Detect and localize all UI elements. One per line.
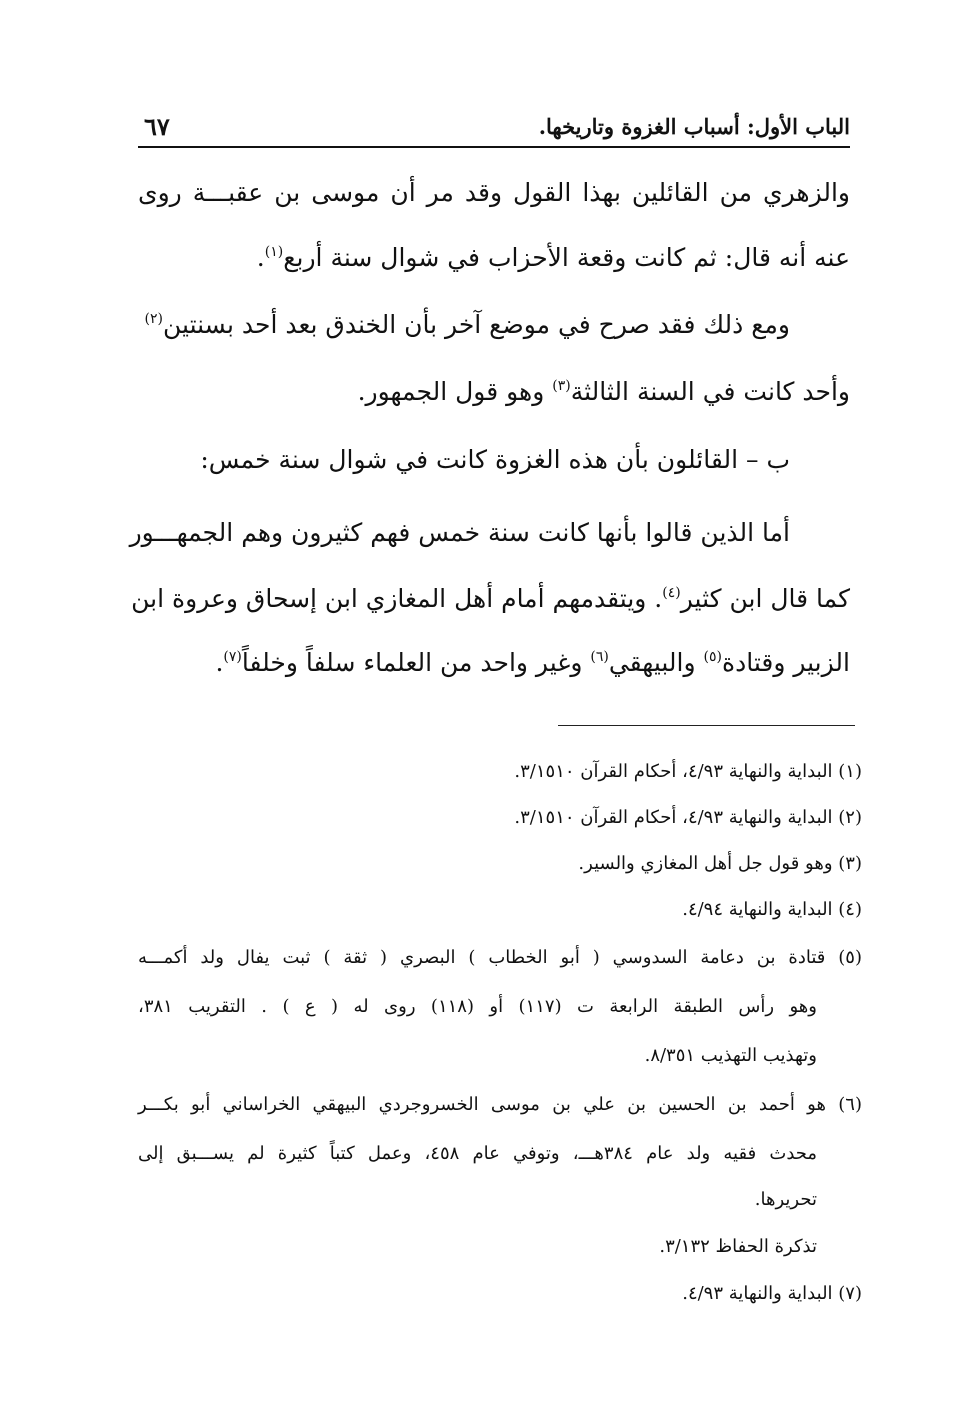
running-header: [138, 110, 850, 146]
footnote-ref-7: (٧): [223, 649, 242, 665]
body-line-4: وأحد كانت في السنة الثالثة$^{(٣)}$ وهو قول الجمهور.: [357, 377, 850, 406]
body-line-3: ومع ذلك فقد صرح في موضع آخر بأن الخندق بعد أحد بسنتين$^{(٢)}$: [144, 310, 790, 339]
footnote-5-line-3: وتهذيب التهذيب ٨/٣٥١.: [644, 1045, 817, 1066]
page-number: ٦٧: [144, 112, 170, 141]
footnote-3: (٣) وهو قول جل أهل المغازي والسير.: [578, 853, 862, 874]
footnote-6-line-3: تحريرها.: [754, 1189, 817, 1210]
footnote-ref-2: (٢): [144, 311, 163, 327]
footnote-1: (١) البداية والنهاية ٤/٩٣، أحكام القرآن ٣/١٥١٠.: [514, 761, 862, 782]
footnote-5-line-1: (٥) قتادة بن دعامة السدوسي ( أبو الخطاب ) البصري ( ثقة ) ثبت يفال ولد أكمـــه: [138, 947, 862, 968]
running-title: الباب الأول: أسباب الغزوة وتاريخها.: [538, 114, 850, 139]
body-line-5: ب – القائلون بأن هذه الغزوة كانت في شوال سنة خمس:: [200, 445, 790, 474]
footnote-7: (٧) البداية والنهاية ٤/٩٣.: [682, 1283, 862, 1304]
footnote-separator: [0, 725, 955, 726]
body-line-6: أما الذين قالوا بأنها كانت سنة خمس فهم كثيرون وهم الجمهـــور: [129, 518, 790, 547]
body-line-2: عنه أنه قال: ثم كانت وقعة الأحزاب في شوال سنة أربع$^{(١)}$.: [256, 243, 850, 272]
footnote-4: (٤) البداية والنهاية ٤/٩٤.: [682, 899, 862, 920]
header-rule: [138, 146, 850, 148]
footnote-ref-5: (٥): [703, 649, 722, 665]
footnote-ref-4: (٤): [662, 585, 681, 601]
body-line-7: كما قال ابن كثير$^{(٤)}$. ويتقدمهم أمام أهل المغازي ابن إسحاق وعروة ابن: [131, 584, 850, 613]
body-line-1: والزهري من القائلين بهذا القول وقد مر أن موسى بن عقبـــة روى: [138, 178, 850, 207]
footnote-6-line-2: محدث فقيه ولد عام ٣٨٤هـــ، وتوفي عام ٤٥٨، وعمل كتباً كثيرة لم يســـبق إلى: [138, 1143, 818, 1164]
footnote-ref-3: (٣): [552, 378, 571, 394]
body-line-8: الزبير وقتادة$^{(٥)}$ والبيهقي$^{(٦)}$ وغير واحد من العلماء سلفاً وخلفاً$^{(٧)}$.: [215, 648, 850, 677]
footnote-6-line-4: تذكرة الحفاظ ٣/١٣٢.: [659, 1236, 817, 1257]
footnote-2: (٢) البداية والنهاية ٤/٩٣، أحكام القرآن ٣/١٥١٠.: [514, 807, 862, 828]
footnote-ref-1: (١): [264, 244, 284, 260]
footnote-6-line-1: (٦) هو أحمد بن الحسين بن علي بن موسى الخسروجردي البيهقي الخراساني أبو بكـــر: [138, 1094, 862, 1115]
footnote-5-line-2: وهو رأس الطبقة الرابعة ت (١١٧) أو (١١٨) روى له ( ع ) . التقريب ٣٨١،: [138, 996, 817, 1017]
footnote-ref-6: (٦): [590, 649, 609, 665]
